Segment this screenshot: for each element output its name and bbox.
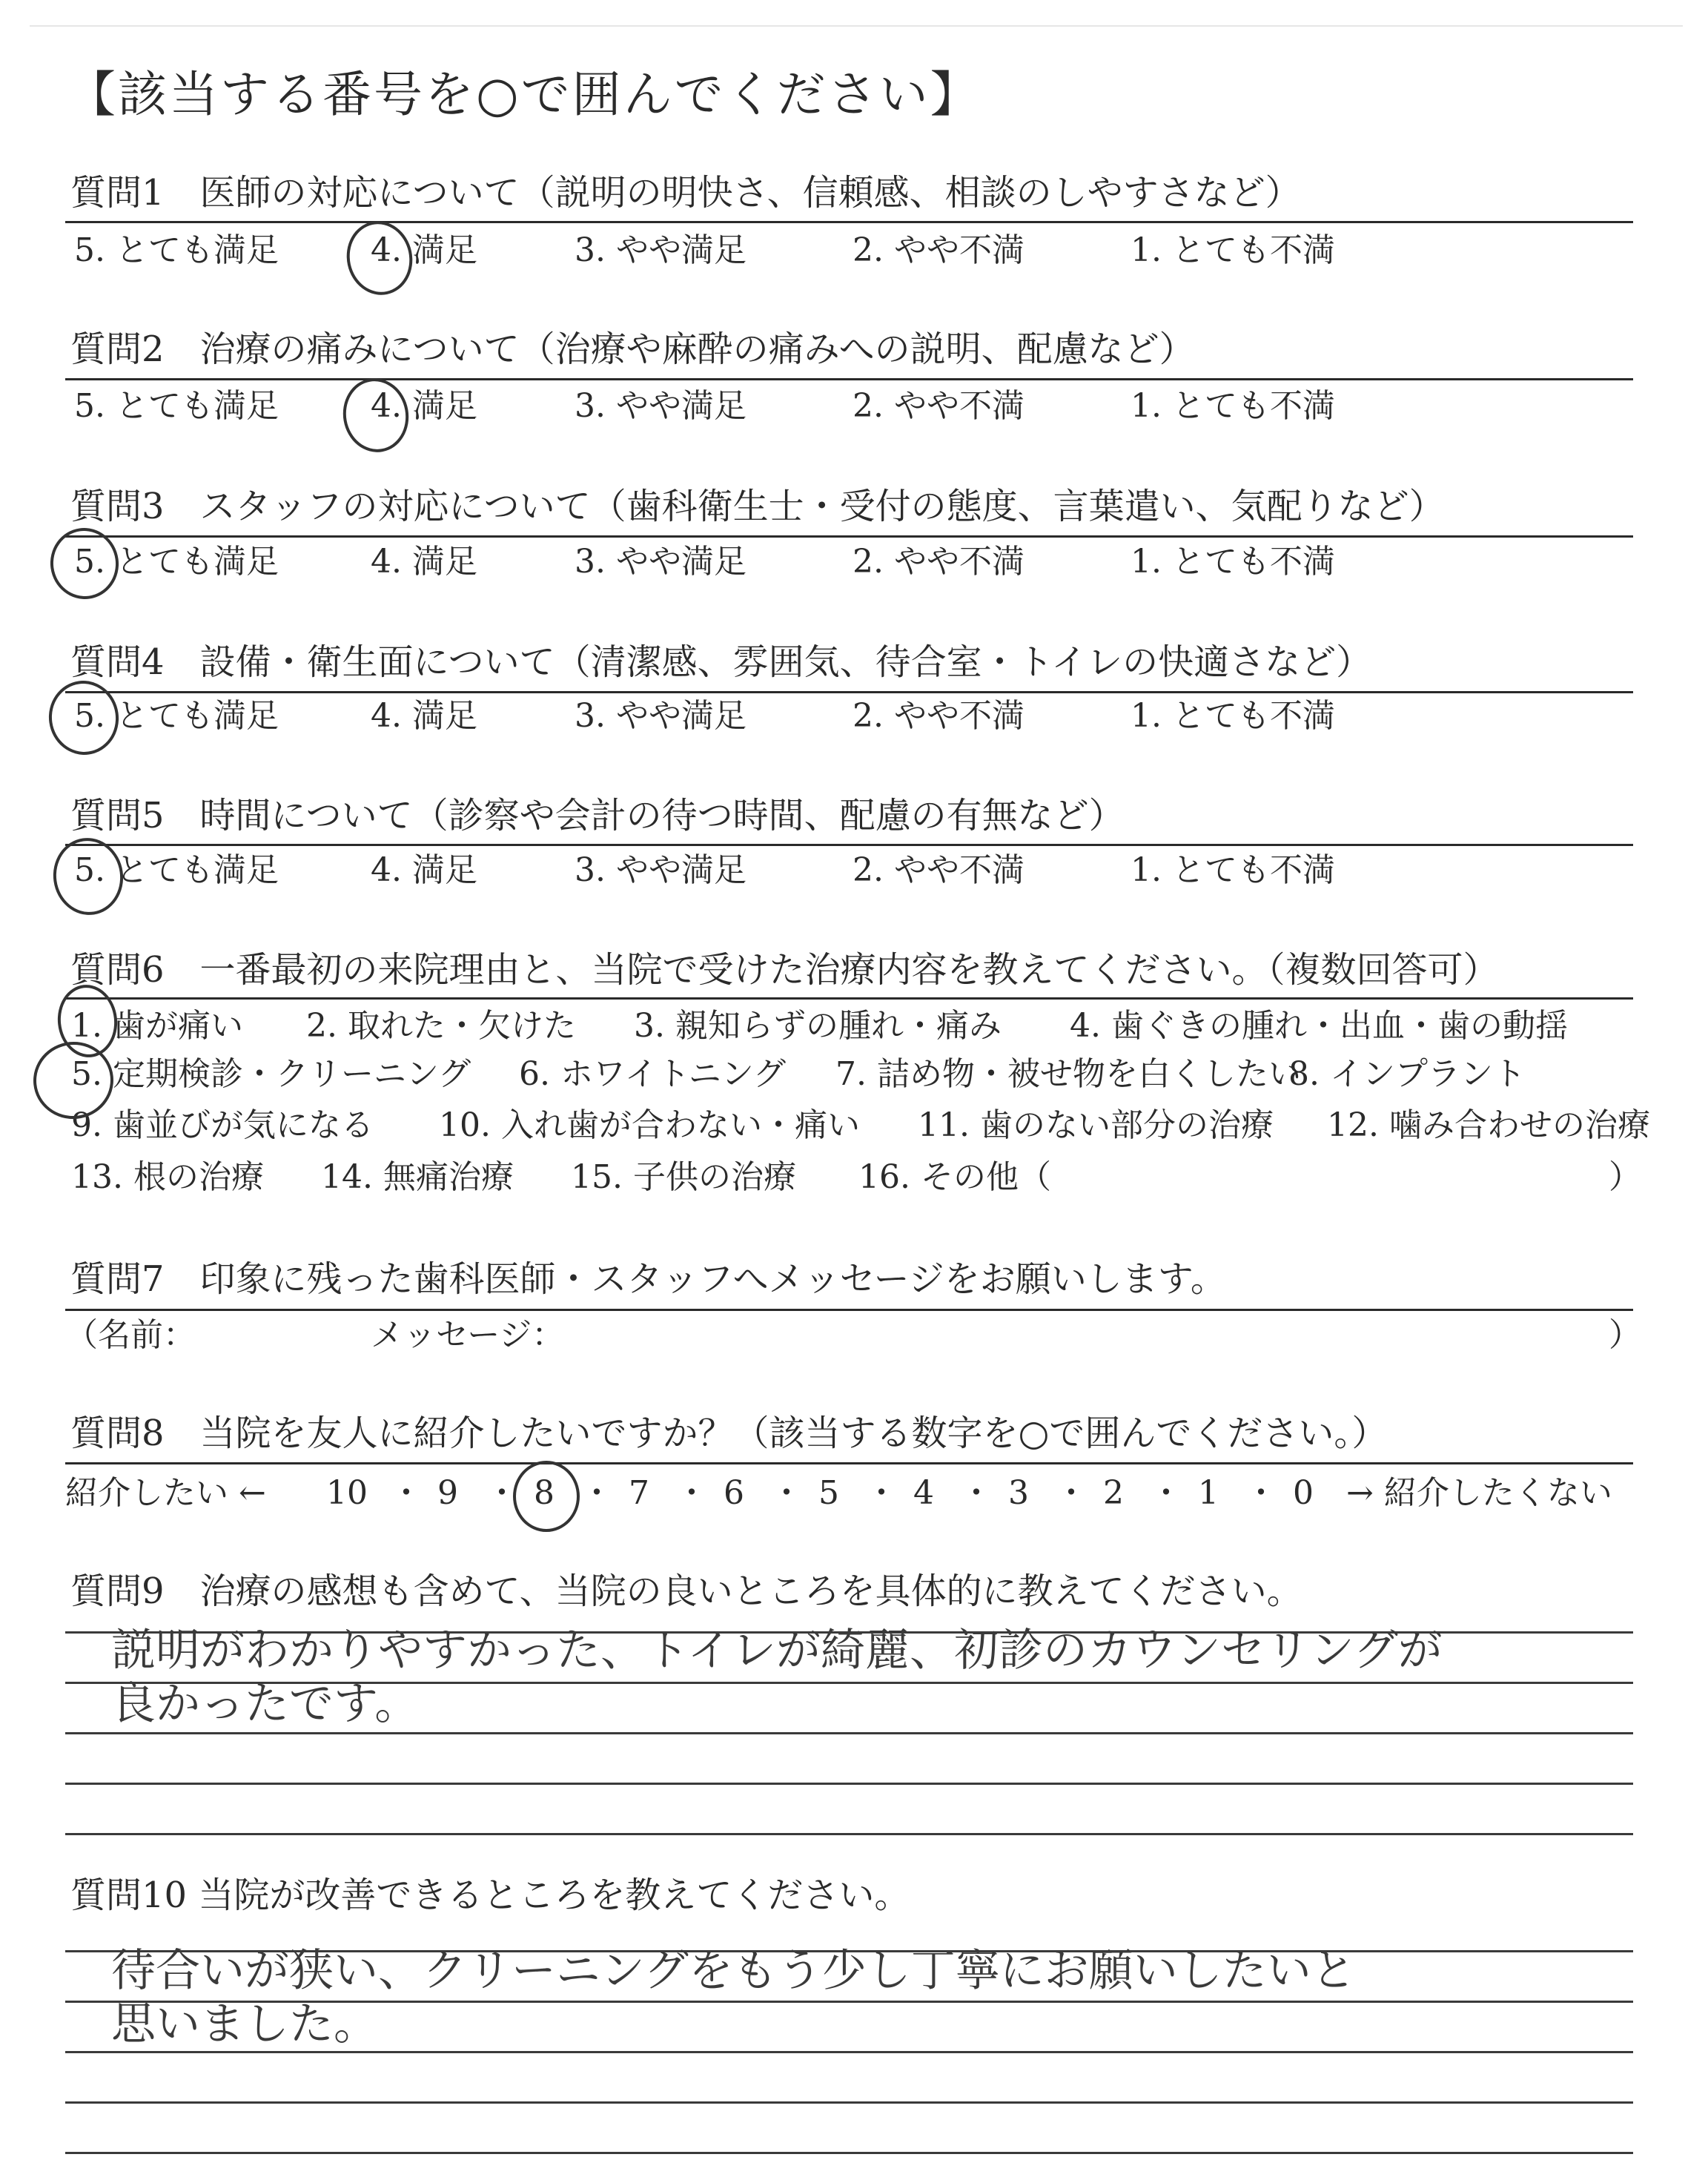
question-9: 質問9 治療の感想も含めて、当院の良いところを具体的に教えてください。	[70, 1571, 1302, 1612]
q8-score-10[interactable]: 10	[326, 1474, 368, 1512]
q6-option-4[interactable]: 4. 歯ぐきの腫れ・出血・歯の動揺	[1070, 1007, 1568, 1045]
q2-option-2[interactable]: 2. やや不満	[853, 387, 1025, 425]
q6-option-11[interactable]: 11. 歯のない部分の治療	[918, 1106, 1274, 1144]
q3-option-5[interactable]: 5. とても満足	[74, 543, 279, 581]
q10-writing-line	[65, 2101, 1633, 2104]
q9-writing-line	[65, 1833, 1633, 1835]
q3-option-2[interactable]: 2. やや不満	[853, 543, 1025, 581]
q6-option-5[interactable]: 5. 定期検診・クリーニング	[71, 1055, 471, 1093]
q9-writing-line	[65, 1783, 1633, 1785]
question-3-rule	[65, 535, 1633, 538]
q8-answer-circle	[513, 1461, 580, 1532]
q8-separator: ・	[1245, 1474, 1277, 1512]
question-4: 質問4 設備・衛生面について（清潔感、雰囲気、待合室・トイレの快適さなど）	[70, 641, 1372, 683]
q4-option-5[interactable]: 5. とても満足	[74, 697, 279, 735]
q10-handwritten-line-2: 思いました。	[111, 1998, 378, 2050]
q4-option-3[interactable]: 3. やや満足	[575, 697, 747, 735]
q9-writing-line	[65, 1732, 1633, 1734]
q8-separator: ・	[390, 1474, 423, 1512]
q2-option-4[interactable]: 4. 満足	[371, 387, 477, 425]
question-4-rule	[65, 691, 1633, 693]
q6-option-9[interactable]: 9. 歯並びが気になる	[71, 1106, 374, 1144]
q1-answer-circle	[340, 215, 420, 301]
question-6: 質問6 一番最初の来院理由と、当院で受けた治療内容を教えてください。（複数回答可）	[70, 949, 1499, 991]
q3-option-3[interactable]: 3. やや満足	[575, 543, 747, 581]
q8-score-8[interactable]: 8	[534, 1474, 555, 1512]
scan-edge-line	[30, 25, 1683, 27]
question-10: 質問10 当院が改善できるところを教えてください。	[70, 1875, 910, 1916]
q8-right-label: → 紹介したくない	[1346, 1474, 1612, 1512]
q8-separator: ・	[960, 1474, 993, 1512]
q6-option-13[interactable]: 13. 根の治療	[71, 1158, 264, 1196]
q8-score-2[interactable]: 2	[1103, 1474, 1124, 1512]
q8-score-7[interactable]: 7	[629, 1474, 649, 1512]
q9-handwritten-line-2: 良かったです。	[111, 1678, 420, 1730]
q6-option-3[interactable]: 3. 親知らずの腫れ・痛み	[634, 1007, 1002, 1045]
q8-separator: ・	[486, 1474, 518, 1512]
q8-score-6[interactable]: 6	[724, 1474, 744, 1512]
q10-writing-line	[65, 1950, 1633, 1952]
q7-close-paren: ）	[1609, 1316, 1641, 1354]
q7-name-label: （名前：	[65, 1316, 196, 1354]
q5-option-1[interactable]: 1. とても不満	[1131, 851, 1335, 889]
q6-other-close-paren: ）	[1609, 1158, 1641, 1196]
q5-option-5[interactable]: 5. とても満足	[74, 851, 279, 889]
q5-option-3[interactable]: 3. やや満足	[575, 851, 747, 889]
q9-writing-line	[65, 1682, 1633, 1684]
q10-writing-line	[65, 2051, 1633, 2053]
q10-writing-line	[65, 2152, 1633, 2154]
q5-answer-circle	[48, 833, 128, 919]
q8-score-5[interactable]: 5	[818, 1474, 839, 1512]
question-2: 質問2 治療の痛みについて（治療や麻酔の痛みへの説明、配慮など）	[70, 328, 1195, 370]
q6-option-8[interactable]: 8. インプラント	[1288, 1055, 1526, 1093]
q10-writing-line	[65, 2001, 1633, 2003]
question-2-rule	[65, 378, 1633, 380]
question-5: 質問5 時間について（診察や会計の待つ時間、配慮の有無など）	[70, 795, 1125, 836]
q1-option-1[interactable]: 1. とても不満	[1131, 231, 1335, 269]
question-1-rule	[65, 221, 1633, 223]
q8-separator: ・	[770, 1474, 803, 1512]
q10-handwritten-line-1: 待合いが狭い、クリーニングをもう少し丁寧にお願いしたいと	[111, 1945, 1356, 1997]
q2-option-3[interactable]: 3. やや満足	[575, 387, 747, 425]
question-6-rule	[65, 997, 1633, 1000]
q9-writing-line	[65, 1631, 1633, 1634]
q1-option-5[interactable]: 5. とても満足	[74, 231, 279, 269]
q6-option-15[interactable]: 15. 子供の治療	[571, 1158, 796, 1196]
q6-option-16[interactable]: 16. その他（	[858, 1158, 1051, 1196]
q6-option-14[interactable]: 14. 無痛治療	[321, 1158, 514, 1196]
q2-option-5[interactable]: 5. とても満足	[74, 387, 279, 425]
q8-left-label: 紹介したい ←	[65, 1474, 266, 1512]
instruction-heading: 【該当する番号を○で囲んでください】	[67, 66, 982, 123]
q7-message-label: メッセージ：	[371, 1316, 565, 1354]
q8-separator: ・	[580, 1474, 613, 1512]
q6-option-10[interactable]: 10. 入れ歯が合わない・痛い	[439, 1106, 860, 1144]
question-7: 質問7 印象に残った歯科医師・スタッフへメッセージをお願いします。	[70, 1258, 1226, 1300]
q4-option-2[interactable]: 2. やや不満	[853, 697, 1025, 735]
question-5-rule	[65, 844, 1633, 846]
q9-handwritten-line-1: 説明がわかりやすかった、トイレが綺麗、初診のカウンセリングが	[111, 1625, 1443, 1677]
q6-option-7[interactable]: 7. 詰め物・被せ物を白くしたい	[835, 1055, 1301, 1093]
q4-option-4[interactable]: 4. 満足	[371, 697, 477, 735]
q8-separator: ・	[865, 1474, 898, 1512]
question-7-rule	[65, 1309, 1633, 1311]
q8-score-4[interactable]: 4	[913, 1474, 934, 1512]
q3-option-4[interactable]: 4. 満足	[371, 543, 477, 581]
q5-option-2[interactable]: 2. やや不満	[853, 851, 1025, 889]
q4-option-1[interactable]: 1. とても不満	[1131, 697, 1335, 735]
q8-score-1[interactable]: 1	[1198, 1474, 1219, 1512]
q8-score-0[interactable]: 0	[1293, 1474, 1314, 1512]
q6-option-1[interactable]: 1. 歯が痛い	[71, 1007, 243, 1045]
q1-option-4[interactable]: 4. 満足	[371, 231, 477, 269]
q5-option-4[interactable]: 4. 満足	[371, 851, 477, 889]
q8-separator: ・	[1150, 1474, 1182, 1512]
q2-answer-circle	[337, 373, 414, 458]
q3-option-1[interactable]: 1. とても不満	[1131, 543, 1335, 581]
q4-answer-circle	[44, 676, 123, 759]
question-1: 質問1 医師の対応について（説明の明快さ、信頼感、相談のしやすさなど）	[70, 172, 1301, 214]
q1-option-2[interactable]: 2. やや不満	[853, 231, 1025, 269]
q2-option-1[interactable]: 1. とても不満	[1131, 387, 1335, 425]
q8-separator: ・	[1055, 1474, 1088, 1512]
q6-option-6[interactable]: 6. ホワイトニング	[519, 1055, 787, 1093]
question-8-rule	[65, 1462, 1633, 1464]
q8-score-9[interactable]: 9	[437, 1474, 458, 1512]
question-3: 質問3 スタッフの対応について（歯科衛生士・受付の態度、言葉遣い、気配りなど）	[70, 486, 1445, 527]
q6-option-2[interactable]: 2. 取れた・欠けた	[306, 1007, 576, 1045]
q1-option-3[interactable]: 3. やや満足	[575, 231, 747, 269]
q6-option-12[interactable]: 12. 噛み合わせの治療	[1327, 1106, 1650, 1144]
q8-score-3[interactable]: 3	[1008, 1474, 1029, 1512]
question-8: 質問8 当院を友人に紹介したいですか？（該当する数字を○で囲んでください。）	[70, 1413, 1388, 1454]
q8-separator: ・	[675, 1474, 708, 1512]
